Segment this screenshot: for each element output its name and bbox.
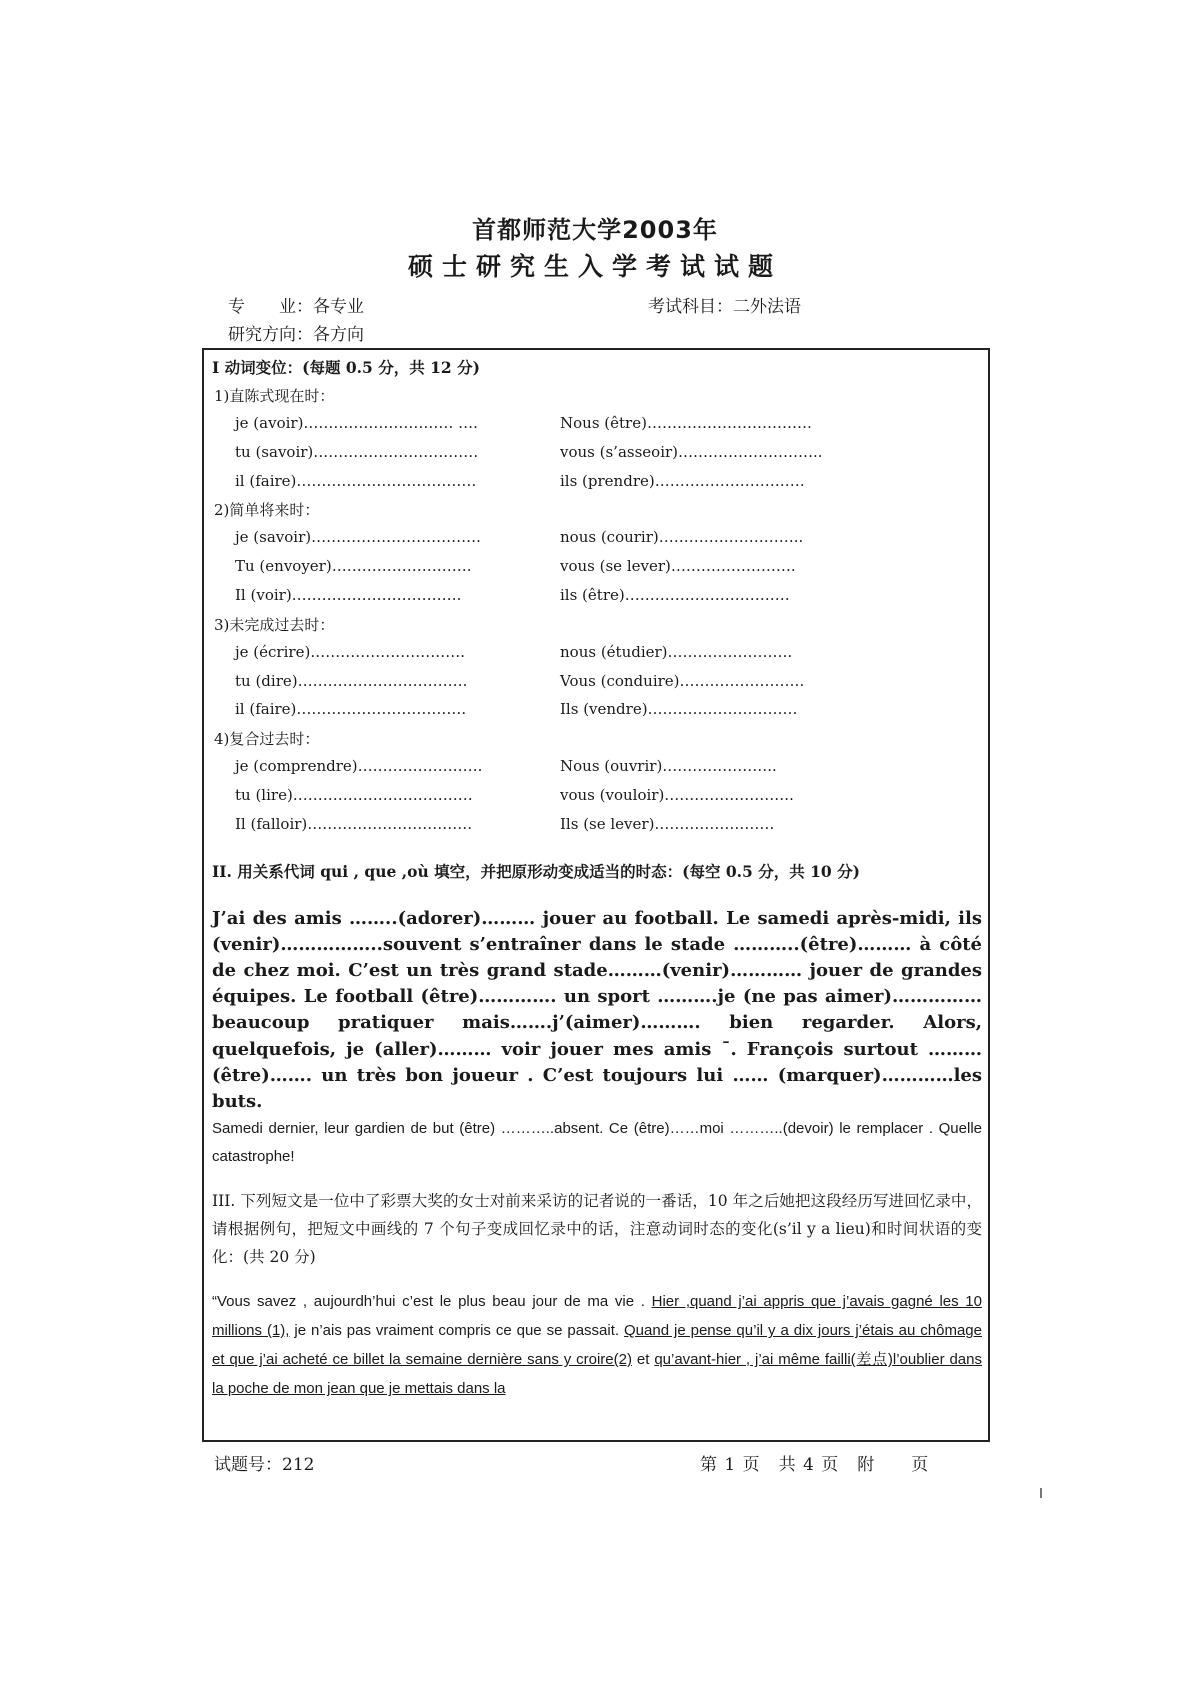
conjugation-item: Il (falloir)…………………………… [235,814,473,833]
group-title: 2)简单将来时： [214,501,320,520]
conjugation-item: je (comprendre)……………………. [235,757,483,776]
underlined-sentence-3: qu’avant-hier , j’ai même failli(差点)l’oublier dans la poche de mon jean que je mettais dans la [212,1351,982,1398]
conjugation-item: vous (vouloir)…………………….. [560,785,794,804]
conjugation-item: vous (se lever)……………………. [560,557,796,576]
conjugation-item: tu (savoir)…………………………… [235,442,479,461]
conjugation-row [212,439,982,468]
exam-code: 试题号：212 [214,1455,315,1475]
group-title: 3)未完成过去时： [214,615,335,634]
conjugation-item: nous (courir)……………………….. [560,528,804,547]
conjugation-item: Vous (conduire)……………………. [560,671,805,690]
major-label: 专 业：各专业 [228,297,364,317]
conjugation-row [212,753,982,782]
conjugation-item: je (savoir)……………………………. [235,528,481,547]
excerpt-text: “Vous savez , aujourdh’hui c’est le plus beau jour de ma vie . [212,1293,652,1311]
conjugation-row [212,668,982,697]
excerpt-text: je n’ais pas vraiment compris ce que se passait. [289,1322,625,1340]
conjugation-item: tu (lire)……………………………… [235,785,473,804]
conjugation-item: ils (prendre)………………………… [560,471,805,490]
conjugation-item: Tu (envoyer)………………………. [235,557,472,576]
conjugation-item: je (écrire)…………………………. [235,642,466,661]
conjugation-item: Ils (se lever)…………………… [560,814,775,833]
conjugation-item: il (faire)……………………………. [235,700,467,719]
underlined-sentence-2: Quand je pense qu’il y a dix jours j’étais au chômage et que j’ai acheté ce billet la semaine dernière sans y croire(2) [212,1322,982,1369]
conjugation-group-3 [212,611,982,725]
conjugation-item: vous (s’asseoir)……………………….. [560,442,823,461]
conjugation-row [212,639,982,668]
conjugation-item: il (faire)……………………………… [235,471,477,490]
conjugation-group-4 [212,725,982,839]
conjugation-item: je (avoir)………………………… …. [235,414,478,432]
conjugation-row [212,696,982,725]
direction-label: 研究方向：各方向 [228,325,364,345]
conjugation-row [212,811,982,840]
excerpt-text: et [631,1351,655,1369]
scan-edge-mark [1040,1488,1042,1498]
conjugation-row [212,582,982,611]
section2-heading: II. 用关系代词 qui , que ,où 填空，并把原形动变成适当的时态：(每空 0.5 分，共 10 分) [212,861,860,881]
section2-fill-paragraph: J’ai des amis ……..(adorer)……… jouer au football. Le samedi après-midi, ils (venir)……………..souvent s’entraîner dans le stade ………..(être)……… à côté de chez moi. C’est un très grand stade………(venir)………… jouer de grandes équipes. Le football (être)…………. un sport ……….je (ne pas aimer)…………… beaucoup pratiquer mais…….j’(aimer)………. bien regarder. Alors, quelquefois, je (aller)……… voir jouer mes amis ¯. François surtout ………(être)……. un très bon joueur . C’est toujours lui …… (marquer)…………les buts. [212,907,982,1112]
conjugation-row [212,782,982,811]
subject-label: 考试科目：二外法语 [648,297,801,317]
section3-instructions: III. 下列短文是一位中了彩票大奖的女士对前来采访的记者说的一番话，10 年之后她把这段经历写进回忆录中，请根据例句，把短文中画线的 7 个句子变成回忆录中的话，注意动词时态的变化(s’il y a lieu)和时间状语的变化：(共 20 分) [212,1192,982,1267]
conjugation-group-2 [212,496,982,610]
underlined-sentence-1: Hier ,quand j’ai appris que j’avais gagné les 10 millions (1), [212,1293,982,1340]
exam-content-frame [202,348,990,1442]
conjugation-item: Il (voir)……………………………. [235,585,462,604]
conjugation-row [212,553,982,582]
group-title: 4)复合过去时： [214,730,320,749]
section2-continuation-paragraph: Samedi dernier, leur gardien de but (être) ………..absent. Ce (être)……moi ………..(devoir) le remplacer . Quelle catastrophe! [212,1120,982,1166]
conjugation-row [212,468,982,497]
conjugation-row [212,524,982,553]
conjugation-item: nous (étudier)……………………. [560,642,793,661]
conjugation-item: tu (dire)……………………………. [235,671,468,690]
exam-title-line1: 首都师范大学2003年 [472,216,718,244]
conjugation-item: Ils (vendre)………………………… [560,700,798,719]
exam-title-line2: 硕士研究生入学考试试题 [407,252,782,281]
page-indicator: 第 1 页 共 4 页 附 页 [700,1455,930,1475]
conjugation-group-1 [212,382,982,496]
conjugation-item: Nous (être)…………………………… [560,414,812,432]
conjugation-item: ils (être)…………………………… [560,585,790,604]
conjugation-item: Nous (ouvrir)………………….. [560,757,777,776]
section1-heading: I 动词变位：(每题 0.5 分，共 12 分) [212,358,480,377]
conjugation-row [212,410,982,439]
section3-excerpt [212,1287,982,1403]
group-title: 1)直陈式现在时： [214,387,335,405]
